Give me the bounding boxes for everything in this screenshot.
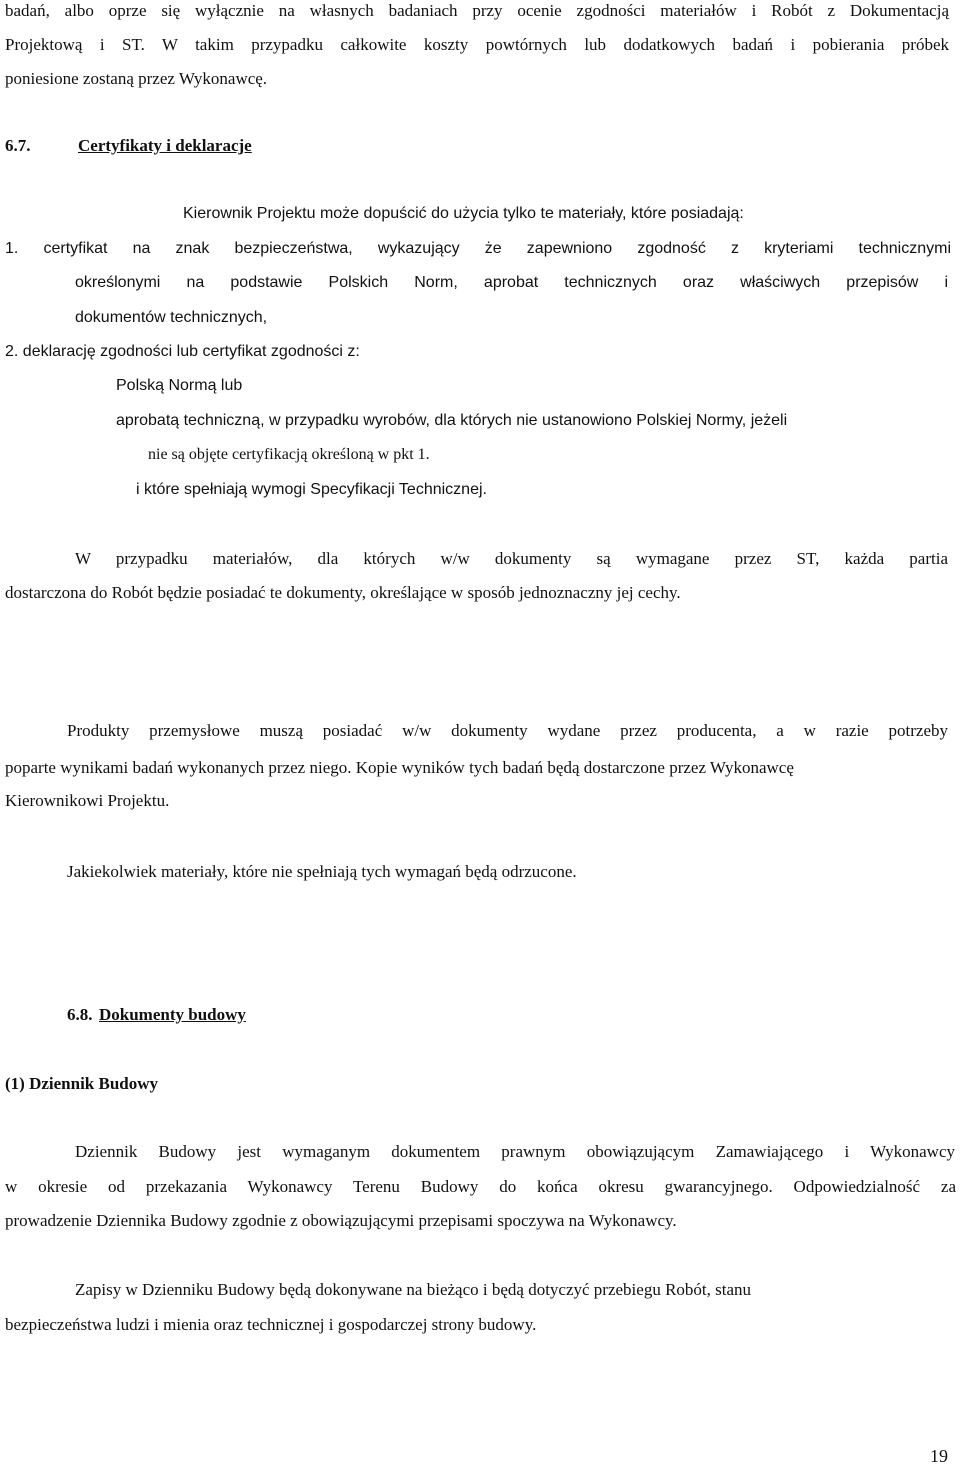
entries-line-2: bezpieczeństwa ludzi i mienia oraz technicznej i gospodarczej strony budowy. [5,1315,537,1334]
products-line-3: Kierownikowi Projektu. [5,791,170,810]
section-6-8-number: 6.8. [67,1005,93,1024]
item2-sub-b-line-2: nie są objęte certyfikacją określoną w pkt 1. [148,446,430,463]
section-6-8-title: Dokumenty budowy [99,1005,246,1024]
section-6-7-title: Certyfikaty i deklaracje [78,136,252,155]
item2-sub-a: Polską Normą lub [116,377,243,394]
documents-line-2: dostarczona do Robót będzie posiadać te dokumenty, określające w sposób jednoznaczny jej cechy. [5,583,681,602]
intro-line-2: Projektową i ST. W takim przypadku całkowite koszty powtórnych lub dodatkowych badań i pobierania próbek [5,35,949,54]
item2-sub-b-line-1: aprobatą techniczną, w przypadku wyrobów, dla których nie ustanowiono Polskiej Normy, jeżeli [116,412,788,429]
rejected-paragraph: Jakiekolwiek materiały, które nie spełniają tych wymagań będą odrzucone. [67,862,577,881]
documents-line-1: W przypadku materiałów, dla których w/w dokumenty są wymagane przez ST, każda partia [75,549,948,568]
item2-lead: 2. deklarację zgodności lub certyfikat zgodności z: [5,343,360,360]
item1-line-2: określonymi na podstawie Polskich Norm, aprobat technicznych oraz właściwych przepisów i [75,274,948,291]
diary-line-2: w okresie od przekazania Wykonawcy Terenu Budowy do końca okresu gwarancyjnego. Odpowiedzialność za [5,1177,956,1196]
intro-line-1: badań, albo oprze się wyłącznie na własnych badaniach przy ocenie zgodności materiałów i Robót z Dokumentacją [5,1,949,20]
item1-line-3: dokumentów technicznych, [75,309,268,326]
lead-sentence: Kierownik Projektu może dopuścić do użycia tylko te materiały, które posiadają: [183,205,744,222]
products-line-2: poparte wynikami badań wykonanych przez niego. Kopie wyników tych badań będą dostarczone przez Wykonawcę [5,758,794,777]
diary-line-1: Dziennik Budowy jest wymaganym dokumentem prawnym obowiązującym Zamawiającego i Wykonawcy [75,1142,955,1161]
subsection-dziennik-budowy: (1) Dziennik Budowy [5,1074,159,1093]
entries-line-1: Zapisy w Dzienniku Budowy będą dokonywane na bieżąco i będą dotyczyć przebiegu Robót, stanu [75,1280,752,1299]
products-line-1: Produkty przemysłowe muszą posiadać w/w dokumenty wydane przez producenta, a w razie potrzeby [67,721,948,740]
item1-line-1: 1. certyfikat na znak bezpieczeństwa, wykazujący że zapewniono zgodność z kryteriami technicznymi [5,240,951,257]
diary-line-3: prowadzenie Dziennika Budowy zgodnie z obowiązującymi przepisami spoczywa na Wykonawcy. [5,1211,677,1230]
section-6-7-number: 6.7. [5,136,31,155]
page-number: 19 [930,1446,948,1466]
intro-line-3: poniesione zostaną przez Wykonawcę. [5,69,268,88]
item2-sub-c: i które spełniają wymogi Specyfikacji Technicznej. [136,481,487,498]
